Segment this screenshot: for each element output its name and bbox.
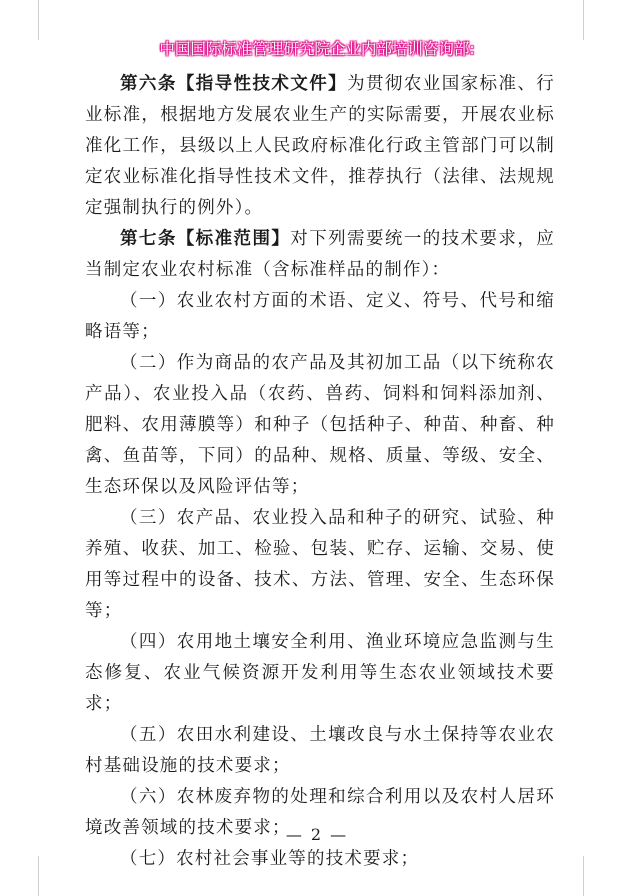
list-item-3: （三）农产品、农业投入品和种子的研究、试验、种养殖、收获、加工、检验、包装、贮存、运输、交易、使用等过程中的设备、技术、方法、管理、安全、生态环保等；: [85, 508, 555, 621]
document-body: [85, 69, 555, 875]
article-7-heading: 第七条【标准范围】: [120, 229, 291, 249]
list-item-2: （二）作为商品的农产品及其初加工品（以下统称农产品）、农业投入品（农药、兽药、饲料和饲料添加剂、肥料、农用薄膜等）和种子（包括种子、种苗、种畜、种禽、鱼苗等，下同）的品种、规格、质量、等级、安全、生态环保以及风险评估等；: [85, 353, 555, 497]
list-item-5: （五）农田水利建设、土壤改良与水土保持等农业农村基础设施的技术要求；: [85, 725, 555, 776]
article-7-text: 对下列需要统一的技术要求，应当制定农业农村标准（含标准样品的制作）：: [85, 229, 555, 280]
page-number: — 2 —: [285, 825, 349, 844]
crop-mark-bottom-left: [38, 856, 39, 896]
list-item-4: （四）农用地土壤安全利用、渔业环境应急监测与生态修复、农业气候资源开发利用等生态农业领域技术要求；: [85, 632, 555, 714]
article-7: [85, 224, 555, 286]
crop-mark-bottom-right: [583, 856, 584, 896]
list-item-6: （六）农林废弃物的处理和综合利用以及农村人居环境改善领域的技术要求；: [85, 787, 555, 838]
article-6-heading: 第六条【指导性技术文件】: [120, 74, 348, 94]
article-6-text: 为贯彻农业国家标准、行业标准，根据地方发展农业生产的实际需要，开展农业标准化工作，县级以上人民政府标准化行政主管部门可以制定农业标准化指导性技术文件，推荐执行（法律、法规规定强制执行的例外）。: [85, 74, 556, 218]
watermark-header: 中国国际标准管理研究院企业内部培训咨询部:: [159, 40, 475, 58]
list-item-1: （一）农业农村方面的术语、定义、符号、代号和缩略语等；: [85, 291, 555, 342]
crop-mark-top-left: [38, 0, 39, 40]
crop-mark-top-right: [583, 0, 584, 40]
list-item-7: （七）农村社会事业等的技术要求；: [120, 849, 420, 869]
article-6: [85, 69, 555, 224]
